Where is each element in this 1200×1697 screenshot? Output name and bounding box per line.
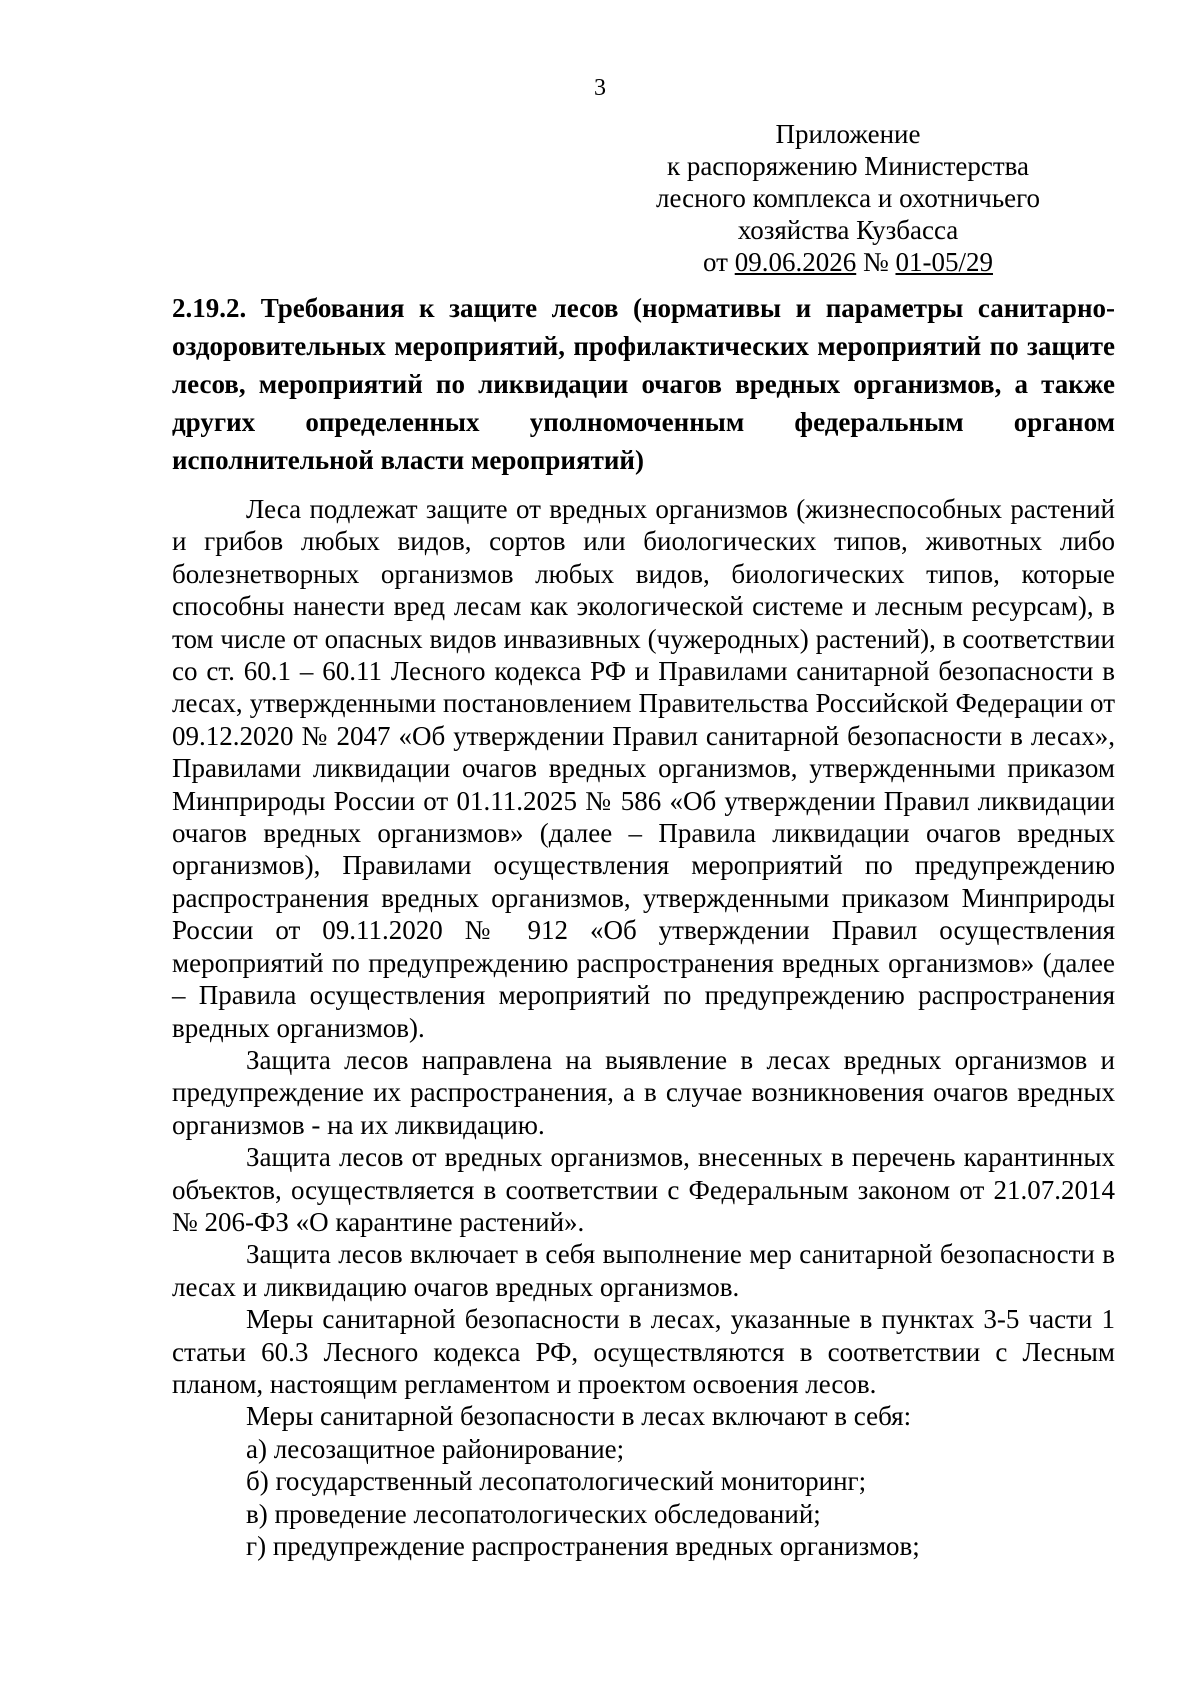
- appendix-title: Приложение: [775, 119, 921, 149]
- list-item: б) государственный лесопатологический мониторинг;: [246, 1466, 867, 1497]
- appendix-line: хозяйства Кузбасса: [737, 215, 959, 245]
- paragraph: Меры санитарной безопасности в лесах, указанные в пунктах 3-5 части 1 статьи 60.3 Лесного кодекса РФ, осуществляются в соответствии с Лесным планом, настоящим регламентом и проектом освоения лесов.: [172, 1304, 1115, 1399]
- list-item: г) предупреждение распространения вредных организмов;: [246, 1531, 920, 1561]
- paragraph: Защита лесов направлена на выявление в лесах вредных организмов и предупреждение их распространения, а в случае возникновения очагов вредных организмов - на их ликвидацию.: [172, 1044, 1115, 1140]
- paragraph: Меры санитарной безопасности в лесах включают в себя:: [246, 1401, 912, 1432]
- main-content: [172, 289, 1115, 1562]
- date-prefix: от: [703, 247, 728, 277]
- page-number: 3: [594, 75, 606, 101]
- appendix-header: [628, 118, 1068, 278]
- appendix-line: лесного комплекса и охотничьего: [655, 183, 1041, 213]
- paragraph: Леса подлежат защите от вредных организмов (жизнеспособных растений и грибов любых видов, сортов или биологических типов, животных либо болезнетворных организмов любых видов, биологических типов, которые способны нанести вред лесам как экологической системе и лесным ресурсам), в том числе от опасных видов инвазивных (чужеродных) растений), в соответствии со ст. 60.1 – 60.11 Лесного кодекса РФ и Правилами санитарной безопасности в лесах, утвержденными постановлением Правительства Российской Федерации от 09.12.2020 № 2047 «Об утверждении Правил санитарной безопасности в лесах», Правилами ликвидации очагов вредных организмов, утвержденными приказом Минприроды России от 01.11.2025 № 586 «Об утверждении Правил ликвидации очагов вредных организмов» (далее – Правила ликвидации очагов вредных организмов), Правилами осуществления мероприятий по предупреждению распространения вредных организмов, утвержденными приказом Минприроды России от 09.11.2020 № 912 «Об утверждении Правил осуществления мероприятий по предупреждению распространения вредных организмов» (далее – Правила осуществления мероприятий по предупреждению распространения вредных организмов).: [172, 494, 1115, 1043]
- section-heading: 2.19.2. Требования к защите лесов (нормативы и параметры санитарно-оздоровительных мероприятий, профилактических мероприятий по защите лесов, мероприятий по ликвидации очагов вредных организмов, а также других определенных уполномоченным федеральным органом исполнительной власти мероприятий): [172, 293, 1115, 475]
- list-item: а) лесозащитное районирование;: [246, 1433, 625, 1464]
- appendix-line: к распоряжению Министерства: [666, 151, 1030, 181]
- list-item: в) проведение лесопатологических обследований;: [246, 1498, 821, 1529]
- paragraph: Защита лесов от вредных организмов, внесенных в перечень карантинных объектов, осуществляется в соответствии с Федеральным законом от 21.07.2014 № 206-ФЗ «О карантине растений».: [172, 1142, 1115, 1237]
- appendix-date-line: [628, 246, 1068, 278]
- number-sign: №: [862, 247, 889, 277]
- order-number: 01-05/29: [895, 247, 993, 277]
- order-date: 09.06.2026: [734, 247, 857, 277]
- paragraph: Защита лесов включает в себя выполнение мер санитарной безопасности в лесах и ликвидацию очагов вредных организмов.: [172, 1239, 1115, 1302]
